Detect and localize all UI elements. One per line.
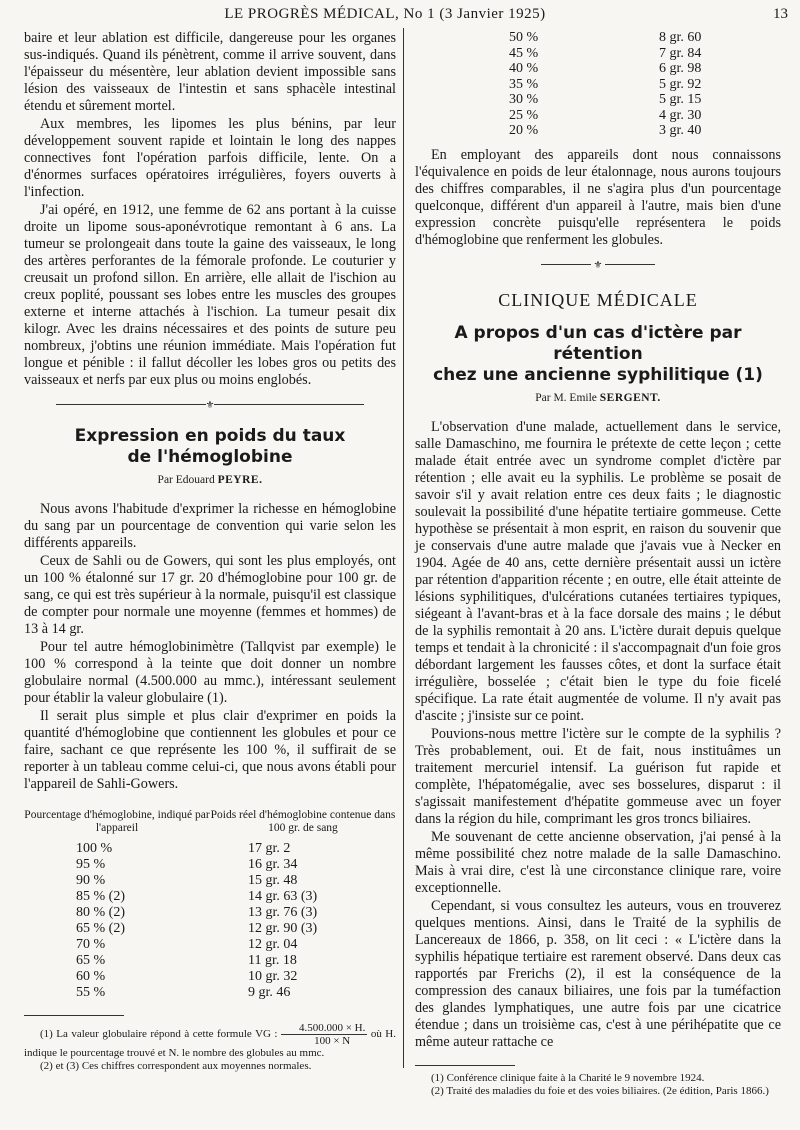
percent-cell: 45 % <box>509 45 539 61</box>
table-row <box>427 61 769 77</box>
paragraph: J'ai opéré, en 1912, une femme de 62 ans portant à la cuisse droite un lipome sous-aponévrotique remontant à 6 ans. La tumeur se prolongeait dans toute la gaine des vaisseaux, le long des artères perforantes de la fémorale profonde. Le couturier y creusait un profond sillon. En arrière, elle allait de l'ischion au creux poplité, poussant ses lobes entre les muscles des groupes externe et interne attachés à l'ischion. La tumeur pesait dix kilogr. Avec les drains nécessaires et des points de suture peu nombreux, j'obtins une réunion immédiate. Mais l'opération fut longue et pénible : il fallut décoller les lobes gros ou petits des vaisseaux et nerfs par eux plus ou moins englobés. <box>24 202 396 388</box>
article-title: A propos d'un cas d'ictère par rétention chez une ancienne syphilitique (1) <box>433 322 763 385</box>
table-row <box>36 873 384 889</box>
column-rule <box>403 28 404 1068</box>
weight-cell: 14 gr. 63 (3) <box>248 889 318 904</box>
paragraph: L'observation d'une malade, actuellement dans le service, salle Damaschino, me fournira le prétexte de cette leçon ; cette malade était entrée avec un syndrome complet d'ictère par rétention ; elle avait eu la syphilis. Le problème se posait de savoir s'il y avait relation entre ces deux faits ; le diagnostic soulevait la possibilité d'une hépatite tertiaire gommeuse. Cette hypothèse se présentait à mon esprit, en raison du souvenir que je conservais d'une autre malade que j'avais vue à Necker en 1904. Agée de 40 ans, cette dernière présentait aussi un ictère par rétention d'apparition récente ; en outre, elle était atteinte de lésions syphilitiques, d'ulcérations cutanées tertiaires typiques, siégeant à l'avant-bras et à la face dorsale des mains ; le début de la syphilis remontait à 20 ans. L'ictère durait depuis quelque temps et tendait à la chronicité : il s'accompagnait d'un foie gros débordant largement les fausses côtes, et dont la surface était irrégulière, bosselée ; c'était bien le type du foie ficelé spécifique. La rate était augmentée de volume. Il n'y avait pas d'ascite ; j'insiste sur ce point. <box>415 418 781 724</box>
table-row <box>36 905 384 921</box>
paragraph: Me souvenant de cette ancienne observation, j'ai pensé à la même possibilité chez notre malade de la salle Damaschino. Mais à vrai dire, c'est là une circonstance clinique rare, voire exceptionnelle. <box>415 828 781 896</box>
article-title: Expression en poids du taux de l'hémoglobine <box>74 426 346 467</box>
percent-cell: 70 % <box>76 937 106 952</box>
table-row <box>427 123 769 139</box>
percent-cell: 100 % <box>76 841 113 856</box>
percent-cell: 80 % (2) <box>76 905 125 920</box>
byline: Par Edouard PEYRE. <box>157 474 263 486</box>
paragraph: Il serait plus simple et plus clair d'exprimer en poids la quantité d'hémoglobine que contiennent les globules et pour ce faire, sachant ce que représente les 100 %, il suffirait de se reporter à un tableau comme celui-ci, que nous avons établi pour l'appareil de Sahli-Gowers. <box>24 708 396 792</box>
footnote-rule <box>24 1015 124 1016</box>
percent-cell: 50 % <box>509 30 539 45</box>
table-row <box>36 841 384 857</box>
footnote-rule <box>415 1065 515 1066</box>
table-header <box>24 809 396 835</box>
weight-cell: 13 gr. 76 (3) <box>248 905 318 920</box>
percent-cell: 65 % <box>76 953 106 968</box>
weight-cell: 15 gr. 48 <box>248 873 298 888</box>
table-row <box>36 889 384 905</box>
percent-cell: 90 % <box>76 873 106 888</box>
weight-cell: 12 gr. 04 <box>248 937 298 952</box>
table-row <box>36 953 384 969</box>
weight-cell: 6 gr. 98 <box>659 61 702 76</box>
table-row <box>427 46 769 62</box>
footnote-2: (2) Traité des maladies du foie et des voies biliaires. (2e édition, Paris 1866.) <box>431 1084 769 1097</box>
weight-cell: 5 gr. 15 <box>659 92 702 107</box>
running-title: LE PROGRÈS MÉDICAL, No 1 (3 Janvier 1925) <box>224 6 546 22</box>
paragraph: Pouvions-nous mettre l'ictère sur le compte de la syphilis ? Très probablement, oui. Et de fait, nous instituâmes un traitement mercuriel intensif. La guérison fut rapide et complète, l'hépatomégalie, avec ses bosselures, disparut : il s'agissait manifestement d'hépatite gommeuse avec un foyer dans la région du hile, comprimant les gros troncs biliaires. <box>415 725 781 827</box>
percent-cell: 40 % <box>509 61 539 76</box>
hemoglobin-table-continued <box>427 30 769 139</box>
right-column <box>415 30 781 1098</box>
page-header <box>0 0 800 28</box>
footnote-1: (1) Conférence clinique faite à la Charité le 9 novembre 1924. <box>431 1071 705 1084</box>
weight-cell: 5 gr. 92 <box>659 76 702 92</box>
paragraph: Ceux de Sahli ou de Gowers, qui sont les plus employés, ont un 100 % étalonné sur 17 gr. 20 d'hémoglobine pour 100 gr. de sang, ce qui est très supérieur à la normale, puisqu'il est classique de compter pour normale une moyenne (femmes et hommes) de 13 à 14 gr. <box>24 553 396 637</box>
hemoglobin-table <box>36 841 384 1001</box>
page-number: 13 <box>773 6 788 22</box>
weight-cell: 11 gr. 18 <box>248 953 297 968</box>
weight-cell: 16 gr. 34 <box>248 857 298 872</box>
table-row <box>36 921 384 937</box>
ornament-divider: ⚜ <box>415 257 781 274</box>
formula-fraction: $\frac{4.500.000 \times H.}{100 \times N}$ <box>281 1022 367 1047</box>
weight-cell: 8 gr. 60 <box>659 30 702 45</box>
percent-cell: 60 % <box>76 969 106 984</box>
paragraph: Cependant, si vous consultez les auteurs, vous en trouverez quelques mentions. Ainsi, dans le Traité de la syphilis de Lancereaux de 1866, p. 358, on lit ceci : « L'ictère dans la syphilis hépatique tertiaire est rarement observé. Dans deux cas rapportés par Frerichs (2), il est la conséquence de la compression des canaux biliaires, une fois par la tuméfaction des glandes lymphatiques, une autre fois par une cicatrice étendue ; dans un troisième cas, c'est à une périhépatite que ce même auteur rattache ce <box>415 897 781 1050</box>
footnote-1: (1) La valeur globulaire répond à cette formule VG : $\frac{4.500.000 \times H.}{100 \times N}$ où H. indique le pourcentage trouvé et N. le nombre des globules au mmc. <box>24 1022 396 1059</box>
table-row <box>36 969 384 985</box>
percent-cell: 30 % <box>509 92 539 107</box>
percent-cell: 35 % <box>509 76 539 92</box>
table-header-weight: Poids réel d'hémoglobine contenue dans 100 gr. de sang <box>210 809 396 834</box>
table-row <box>427 92 769 108</box>
paragraph: En employant des appareils dont nous connaissons l'équivalence en poids de leur étalonnage, nous aurons toujours des chiffres comparables, il ne s'agira plus d'un pourcentage quelconque, différent d'un appareil à l'autre, mais bien d'une expression concrète puisqu'elle représentera le poids d'hémoglobine que renferment les globules. <box>415 146 781 248</box>
weight-cell: 4 gr. 30 <box>659 107 702 123</box>
footnote-2: (2) et (3) Ces chiffres correspondent aux moyennes normales. <box>40 1060 312 1072</box>
section-heading: CLINIQUE MÉDICALE <box>498 289 698 310</box>
table-row <box>36 985 384 1001</box>
percent-cell: 20 % <box>509 123 539 138</box>
table-row <box>427 77 769 93</box>
table-row <box>36 937 384 953</box>
percent-cell: 25 % <box>509 107 539 123</box>
weight-cell: 7 gr. 84 <box>659 45 702 61</box>
paragraph: Nous avons l'habitude d'exprimer la richesse en hémoglobine du sang par un pourcentage de convention qui varie selon les différents appareils. <box>24 501 396 551</box>
percent-cell: 95 % <box>76 857 106 872</box>
table-header-percent: Pourcentage d'hémoglobine, indiqué par l'appareil <box>24 809 210 834</box>
weight-cell: 17 gr. 2 <box>248 841 291 856</box>
weight-cell: 3 gr. 40 <box>659 123 702 138</box>
weight-cell: 12 gr. 90 (3) <box>248 921 318 936</box>
table-row <box>36 857 384 873</box>
weight-cell: 9 gr. 46 <box>248 985 291 1000</box>
table-row <box>427 30 769 46</box>
ornament-divider: ⚜ <box>24 397 396 414</box>
footnotes <box>415 1072 781 1098</box>
paragraph: Aux membres, les lipomes les plus bénins, par leur développement souvent rapide et lointain le long des nappes connectives font l'opération parfois difficile, lente. On a d'énormes surfaces opératoires irrégulières, foyers ouverts à l'infection. <box>24 116 396 200</box>
byline: Par M. Emile SERGENT. <box>535 391 661 404</box>
table-row <box>427 108 769 124</box>
weight-cell: 10 gr. 32 <box>248 969 298 984</box>
paragraph: Pour tel autre hémoglobinimètre (Tallqvist par exemple) le 100 % correspond à la teinte que doit donner un nombre globulaire normal (4.500.000 au mmc.), intéressant seulement pour établir la valeur globulaire (1). <box>24 639 396 706</box>
footnotes <box>24 1022 396 1073</box>
percent-cell: 55 % <box>76 985 106 1000</box>
percent-cell: 65 % (2) <box>76 921 125 936</box>
left-column <box>24 30 396 1073</box>
paragraph: baire et leur ablation est difficile, dangereuse pour les organes sus-indiqués. Quand ils pénètrent, comme il arrive souvent, dans l'épaisseur du mésentère, leur ablation devient impossible sans lésion des vaisseaux de l'intestin et sans sphacèle intestinal étendu et sûrement mortel. <box>24 30 396 114</box>
percent-cell: 85 % (2) <box>76 889 125 904</box>
